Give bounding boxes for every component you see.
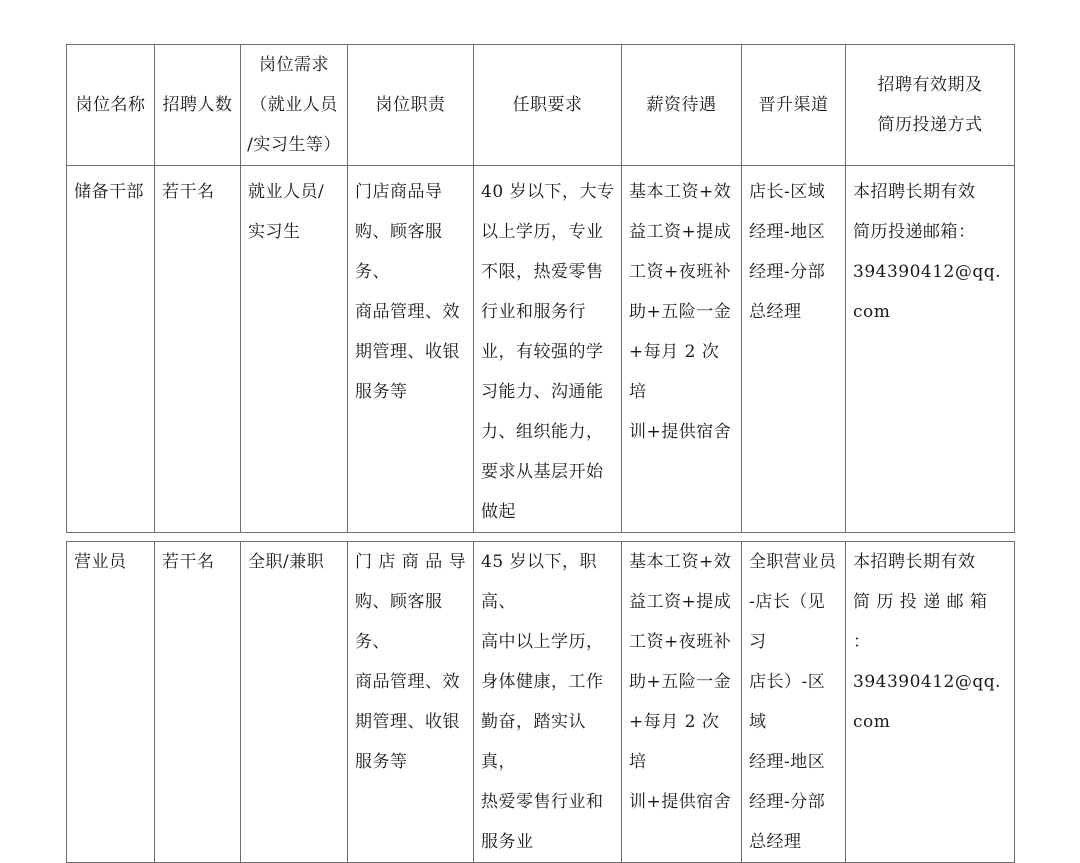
cell-validity: 本招聘长期有效 简 历 投 递 邮 箱 ： 394390412@qq. com — [846, 542, 1015, 863]
header-cell-validity: 招聘有效期及 简历投递方式 — [846, 45, 1015, 166]
cell-promotion: 店长-区域 经理-地区 经理-分部 总经理 — [742, 166, 846, 533]
cell-name: 储备干部 — [67, 166, 155, 533]
cell-salary: 基本工资+效 益工资+提成 工资+夜班补 助+五险一金 +每月 2 次培 训+提供宿舍 — [622, 542, 742, 863]
recruitment-table-main — [66, 44, 1015, 533]
header-cell-count: 招聘人数 — [155, 45, 241, 166]
cell-promotion: 全职营业员 -店长（见习 店长）-区域 经理-地区 经理-分部 总经理 — [742, 542, 846, 863]
cell-count: 若干名 — [155, 166, 241, 533]
cell-duty: 门店商品导 购、顾客服务、 商品管理、效 期管理、收银 服务等 — [348, 166, 474, 533]
cell-validity: 本招聘长期有效 简历投递邮箱： 394390412@qq.com — [846, 166, 1015, 533]
cell-count: 若干名 — [155, 542, 241, 863]
header-cell-demand: 岗位需求 （就业人员 /实习生等） — [241, 45, 348, 166]
cell-requirement: 45 岁以下，职高、 高中以上学历， 身体健康，工作 勤奋，踏实认真， 热爱零售行业和 服务业 — [474, 542, 622, 863]
cell-duty: 门 店 商 品 导 购、顾客服务、 商品管理、效 期管理、收银 服务等 — [348, 542, 474, 863]
cell-demand: 全职/兼职 — [241, 542, 348, 863]
header-cell-promotion: 晋升渠道 — [742, 45, 846, 166]
cell-requirement: 40 岁以下，大专 以上学历，专业 不限，热爱零售 行业和服务行 业，有较强的学 习能力、沟通能 力、组织能力， 要求从基层开始 做起 — [474, 166, 622, 533]
table-row — [67, 166, 1015, 533]
cell-demand: 就业人员/ 实习生 — [241, 166, 348, 533]
header-cell-duty: 岗位职责 — [348, 45, 474, 166]
recruitment-table-continued — [66, 541, 1015, 863]
cell-name: 营业员 — [67, 542, 155, 863]
header-cell-requirement: 任职要求 — [474, 45, 622, 166]
table-row — [67, 542, 1015, 863]
header-cell-name: 岗位名称 — [67, 45, 155, 166]
cell-salary: 基本工资+效 益工资+提成 工资+夜班补 助+五险一金 +每月 2 次培 训+提供宿舍 — [622, 166, 742, 533]
header-cell-salary: 薪资待遇 — [622, 45, 742, 166]
table-header-row — [67, 45, 1015, 166]
